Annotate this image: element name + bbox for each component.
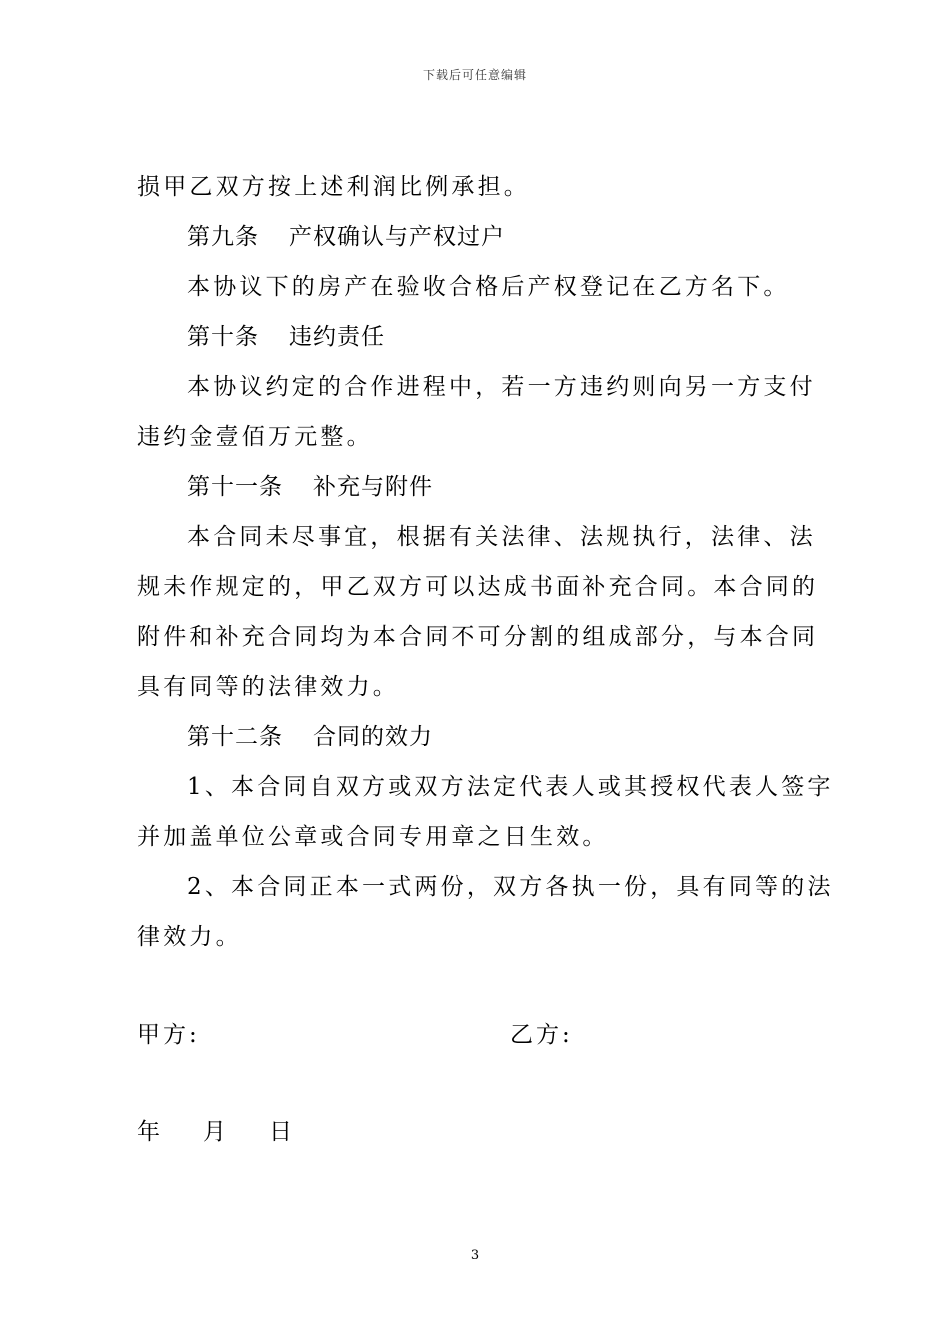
- paragraph-line: 本合同未尽事宜，根据有关法律、法规执行，法律、法: [187, 524, 816, 550]
- paragraph-line: 本协议约定的合作进程中，若一方违约则向另一方支付: [187, 374, 816, 400]
- paragraph-line: 律效力。: [137, 924, 242, 950]
- paragraph-line: 附件和补充合同均为本合同不可分割的组成部分，与本合同: [137, 624, 819, 650]
- article-number: 第十一条: [187, 474, 283, 500]
- article-10-heading: [137, 312, 813, 362]
- date-year-label: 年: [137, 1119, 160, 1145]
- party-a-label: 甲方:: [137, 1022, 200, 1048]
- signature-row: [137, 1010, 813, 1060]
- paragraph-line: 并加盖单位公章或合同专用章之日生效。: [137, 824, 609, 850]
- paragraph-line: 2、本合同正本一式两份，双方各执一份，具有同等的法: [187, 874, 834, 900]
- paragraph-line: 规未作规定的，甲乙双方可以达成书面补充合同。本合同的: [137, 574, 819, 600]
- document-body: [137, 162, 834, 962]
- article-title: 补充与附件: [313, 474, 433, 500]
- article-title: 产权确认与产权过户: [289, 224, 505, 250]
- article-title: 违约责任: [289, 324, 385, 350]
- date-day-label: 日: [269, 1119, 292, 1145]
- article-12-heading: [137, 712, 813, 762]
- paragraph-line: 损甲乙双方按上述利润比例承担。: [137, 174, 530, 200]
- paragraph-line: 具有同等的法律效力。: [137, 674, 399, 700]
- page-header: 下载后可任意编辑: [422, 68, 527, 82]
- paragraph-line: 违约金壹佰万元整。: [137, 424, 373, 450]
- article-number: 第十条: [187, 324, 259, 350]
- paragraph-line: 本协议下的房产在验收合格后产权登记在乙方名下。: [187, 274, 790, 300]
- article-title: 合同的效力: [313, 724, 433, 750]
- article-11-heading: [137, 462, 813, 512]
- paragraph-line: 1、本合同自双方或双方法定代表人或其授权代表人签字: [187, 774, 834, 800]
- page-number: 3: [470, 1248, 480, 1263]
- article-number: 第九条: [187, 224, 259, 250]
- date-row: [137, 1107, 292, 1157]
- article-number: 第十二条: [187, 724, 283, 750]
- article-9-heading: [137, 212, 813, 262]
- party-b-label: 乙方:: [510, 1022, 573, 1048]
- date-month-label: 月: [203, 1119, 226, 1145]
